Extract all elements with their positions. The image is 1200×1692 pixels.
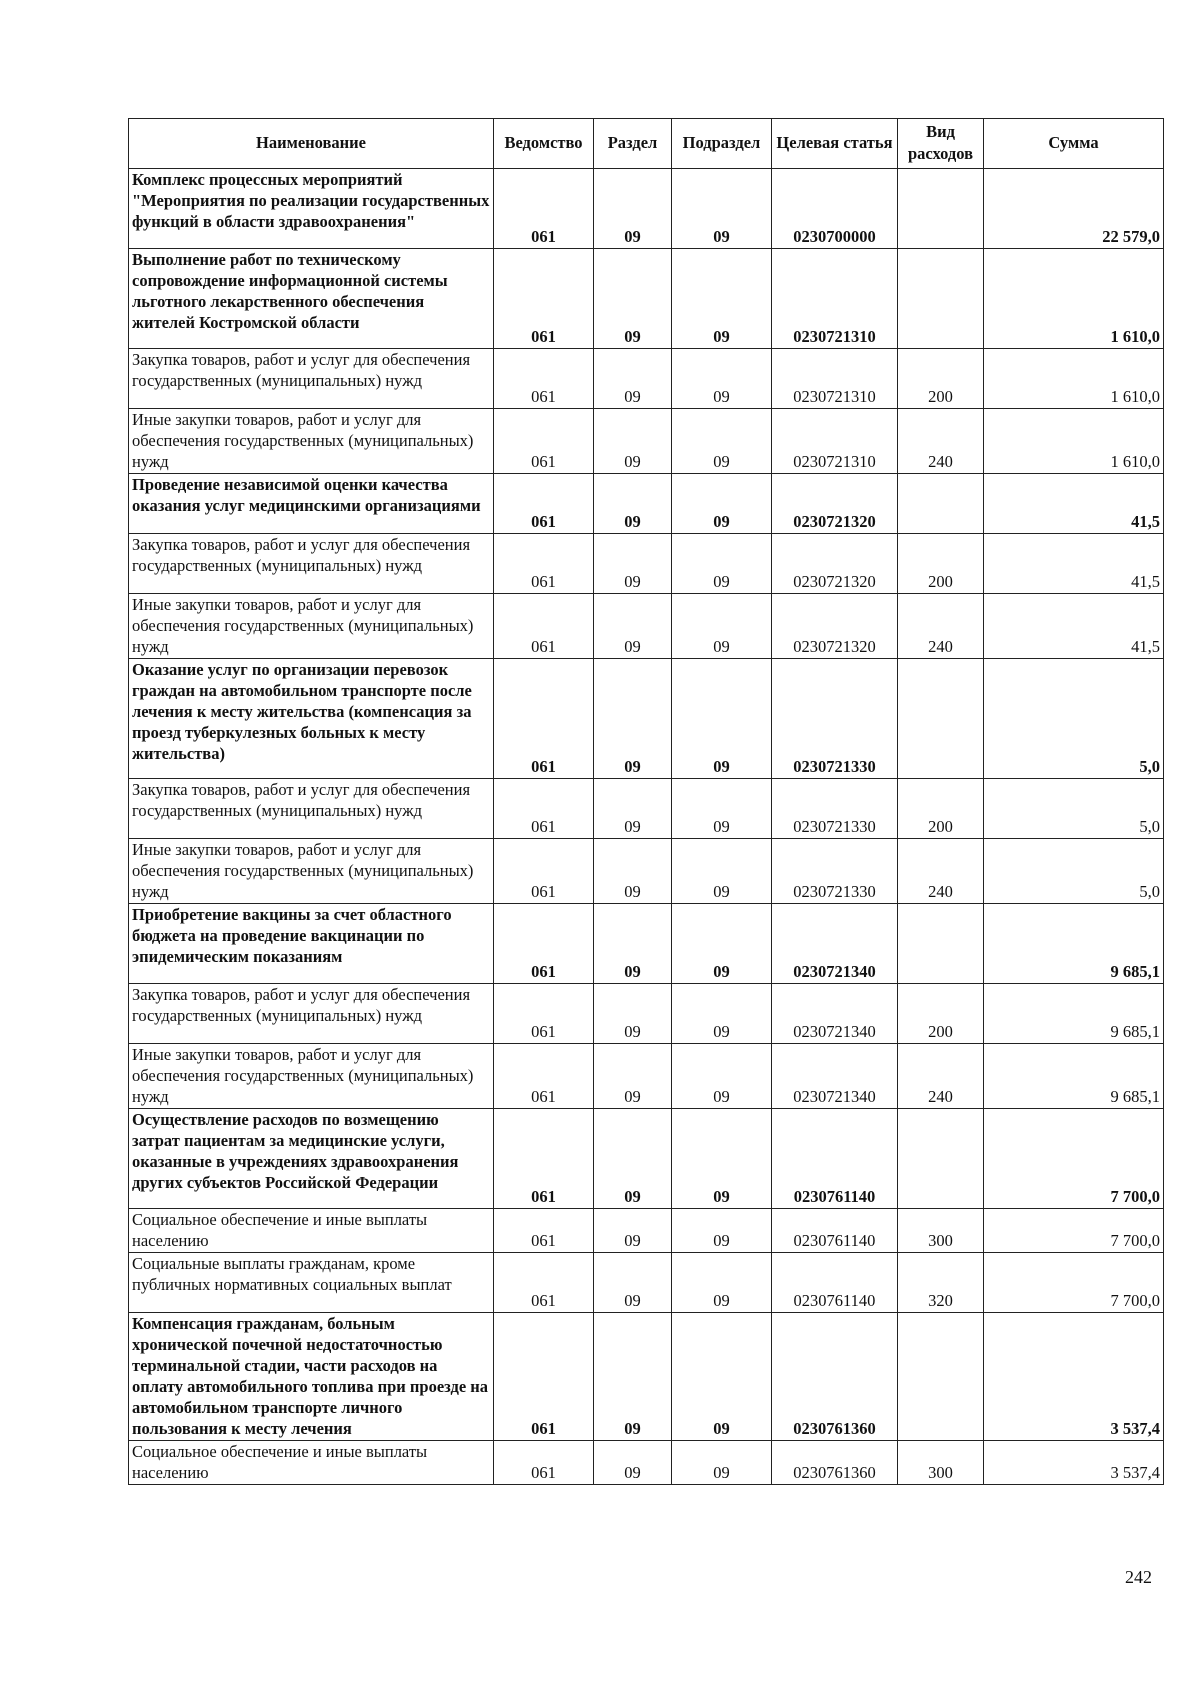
cell-section: 09 [594, 169, 672, 249]
cell-department: 061 [494, 1253, 594, 1313]
cell-amount: 41,5 [984, 534, 1164, 594]
cell-department: 061 [494, 409, 594, 474]
cell-target-article: 0230721340 [772, 904, 898, 984]
table-row [129, 984, 1164, 1044]
cell-section: 09 [594, 779, 672, 839]
cell-section: 09 [594, 1109, 672, 1209]
cell-target-article: 0230721330 [772, 779, 898, 839]
cell-department: 061 [494, 904, 594, 984]
cell-expense-type: 240 [898, 1044, 984, 1109]
table-row [129, 1109, 1164, 1209]
header-amount: Сумма [984, 119, 1164, 169]
cell-section: 09 [594, 1253, 672, 1313]
table-row [129, 1253, 1164, 1313]
cell-amount: 5,0 [984, 779, 1164, 839]
cell-subsection: 09 [672, 534, 772, 594]
cell-amount: 22 579,0 [984, 169, 1164, 249]
cell-target-article: 0230761140 [772, 1253, 898, 1313]
cell-section: 09 [594, 984, 672, 1044]
cell-target-article: 0230721310 [772, 409, 898, 474]
cell-subsection: 09 [672, 1044, 772, 1109]
cell-section: 09 [594, 409, 672, 474]
cell-section: 09 [594, 1209, 672, 1253]
cell-expense-type [898, 474, 984, 534]
cell-expense-type [898, 1109, 984, 1209]
cell-department: 061 [494, 1441, 594, 1485]
cell-expense-type: 300 [898, 1441, 984, 1485]
cell-expense-type [898, 659, 984, 779]
cell-expense-type [898, 904, 984, 984]
cell-target-article: 0230721310 [772, 349, 898, 409]
cell-name: Иные закупки товаров, работ и услуг для обеспечения государственных (муниципальных) нужд [129, 409, 494, 474]
cell-subsection: 09 [672, 1109, 772, 1209]
cell-name: Оказание услуг по организации перевозок граждан на автомобильном транспорте после лечения к месту жительства (компенсация за проезд туберкулезных больных к месту жительства) [129, 659, 494, 779]
cell-section: 09 [594, 534, 672, 594]
header-expense-type: Вид расходов [898, 119, 984, 169]
table-row [129, 474, 1164, 534]
cell-department: 061 [494, 349, 594, 409]
cell-name: Закупка товаров, работ и услуг для обеспечения государственных (муниципальных) нужд [129, 534, 494, 594]
cell-subsection: 09 [672, 1441, 772, 1485]
cell-section: 09 [594, 659, 672, 779]
cell-name: Приобретение вакцины за счет областного бюджета на проведение вакцинации по эпидемическим показаниям [129, 904, 494, 984]
cell-department: 061 [494, 659, 594, 779]
cell-section: 09 [594, 1044, 672, 1109]
table-row [129, 779, 1164, 839]
cell-name: Закупка товаров, работ и услуг для обеспечения государственных (муниципальных) нужд [129, 349, 494, 409]
cell-name: Компенсация гражданам, больным хронической почечной недостаточностью терминальной стадии, части расходов на оплату автомобильного топлива при проезде на автомобильном транспорте личного пользования к месту лечения [129, 1313, 494, 1441]
cell-target-article: 0230721330 [772, 839, 898, 904]
cell-target-article: 0230721320 [772, 474, 898, 534]
cell-target-article: 0230721320 [772, 534, 898, 594]
cell-subsection: 09 [672, 474, 772, 534]
cell-subsection: 09 [672, 249, 772, 349]
table-row [129, 249, 1164, 349]
cell-section: 09 [594, 249, 672, 349]
cell-expense-type: 200 [898, 349, 984, 409]
header-subsection: Подраздел [672, 119, 772, 169]
cell-department: 061 [494, 169, 594, 249]
cell-target-article: 0230761140 [772, 1109, 898, 1209]
table-row [129, 659, 1164, 779]
table-row [129, 839, 1164, 904]
header-name: Наименование [129, 119, 494, 169]
cell-target-article: 0230761140 [772, 1209, 898, 1253]
cell-subsection: 09 [672, 1313, 772, 1441]
cell-subsection: 09 [672, 839, 772, 904]
cell-subsection: 09 [672, 594, 772, 659]
cell-amount: 41,5 [984, 474, 1164, 534]
cell-target-article: 0230700000 [772, 169, 898, 249]
cell-expense-type [898, 249, 984, 349]
cell-name: Закупка товаров, работ и услуг для обеспечения государственных (муниципальных) нужд [129, 984, 494, 1044]
cell-expense-type [898, 1313, 984, 1441]
table-row [129, 1441, 1164, 1485]
cell-subsection: 09 [672, 169, 772, 249]
cell-expense-type: 200 [898, 534, 984, 594]
cell-section: 09 [594, 904, 672, 984]
cell-department: 061 [494, 779, 594, 839]
cell-amount: 41,5 [984, 594, 1164, 659]
cell-department: 061 [494, 1109, 594, 1209]
cell-target-article: 0230721320 [772, 594, 898, 659]
cell-name: Комплекс процессных мероприятий "Мероприятия по реализации государственных функций в области здравоохранения" [129, 169, 494, 249]
cell-department: 061 [494, 594, 594, 659]
cell-subsection: 09 [672, 409, 772, 474]
cell-name: Иные закупки товаров, работ и услуг для обеспечения государственных (муниципальных) нужд [129, 594, 494, 659]
table-row [129, 169, 1164, 249]
cell-department: 061 [494, 474, 594, 534]
table-row [129, 594, 1164, 659]
cell-expense-type: 300 [898, 1209, 984, 1253]
cell-name: Выполнение работ по техническому сопровождение информационной системы льготного лекарственного обеспечения жителей Костромской области [129, 249, 494, 349]
cell-department: 061 [494, 984, 594, 1044]
cell-target-article: 0230761360 [772, 1441, 898, 1485]
table-row [129, 1044, 1164, 1109]
cell-name: Проведение независимой оценки качества оказания услуг медицинскими организациями [129, 474, 494, 534]
cell-section: 09 [594, 839, 672, 904]
cell-name: Иные закупки товаров, работ и услуг для обеспечения государственных (муниципальных) нужд [129, 1044, 494, 1109]
cell-subsection: 09 [672, 659, 772, 779]
cell-name: Социальные выплаты гражданам, кроме публичных нормативных социальных выплат [129, 1253, 494, 1313]
cell-amount: 9 685,1 [984, 984, 1164, 1044]
table-row [129, 1313, 1164, 1441]
header-target-article: Целевая статья [772, 119, 898, 169]
cell-section: 09 [594, 1441, 672, 1485]
cell-section: 09 [594, 349, 672, 409]
cell-department: 061 [494, 1044, 594, 1109]
cell-subsection: 09 [672, 904, 772, 984]
cell-name: Иные закупки товаров, работ и услуг для обеспечения государственных (муниципальных) нужд [129, 839, 494, 904]
cell-name: Социальное обеспечение и иные выплаты населению [129, 1209, 494, 1253]
cell-amount: 7 700,0 [984, 1109, 1164, 1209]
cell-section: 09 [594, 474, 672, 534]
cell-department: 061 [494, 839, 594, 904]
table-row [129, 349, 1164, 409]
cell-subsection: 09 [672, 1253, 772, 1313]
cell-expense-type: 200 [898, 779, 984, 839]
cell-amount: 1 610,0 [984, 409, 1164, 474]
table-body [129, 169, 1164, 1485]
page-number: 242 [1125, 1567, 1152, 1587]
cell-expense-type: 240 [898, 594, 984, 659]
cell-subsection: 09 [672, 984, 772, 1044]
cell-name: Осуществление расходов по возмещению затрат пациентам за медицинские услуги, оказанные в учреждениях здравоохранения других субъектов Российской Федерации [129, 1109, 494, 1209]
cell-expense-type: 240 [898, 839, 984, 904]
cell-amount: 7 700,0 [984, 1253, 1164, 1313]
cell-expense-type [898, 169, 984, 249]
cell-department: 061 [494, 1209, 594, 1253]
table-row [129, 1209, 1164, 1253]
cell-subsection: 09 [672, 779, 772, 839]
table-header-row [129, 119, 1164, 169]
cell-amount: 1 610,0 [984, 249, 1164, 349]
cell-amount: 7 700,0 [984, 1209, 1164, 1253]
budget-table [128, 118, 1164, 1485]
cell-name: Закупка товаров, работ и услуг для обеспечения государственных (муниципальных) нужд [129, 779, 494, 839]
cell-amount: 5,0 [984, 659, 1164, 779]
table-row [129, 409, 1164, 474]
cell-department: 061 [494, 249, 594, 349]
cell-department: 061 [494, 534, 594, 594]
cell-target-article: 0230721340 [772, 984, 898, 1044]
cell-expense-type: 320 [898, 1253, 984, 1313]
header-department: Ведомство [494, 119, 594, 169]
cell-amount: 3 537,4 [984, 1441, 1164, 1485]
cell-amount: 1 610,0 [984, 349, 1164, 409]
cell-subsection: 09 [672, 1209, 772, 1253]
cell-subsection: 09 [672, 349, 772, 409]
table-row [129, 904, 1164, 984]
cell-amount: 9 685,1 [984, 904, 1164, 984]
cell-target-article: 0230721340 [772, 1044, 898, 1109]
cell-expense-type: 240 [898, 409, 984, 474]
header-section: Раздел [594, 119, 672, 169]
cell-amount: 5,0 [984, 839, 1164, 904]
cell-amount: 3 537,4 [984, 1313, 1164, 1441]
cell-target-article: 0230721330 [772, 659, 898, 779]
cell-department: 061 [494, 1313, 594, 1441]
cell-amount: 9 685,1 [984, 1044, 1164, 1109]
cell-section: 09 [594, 594, 672, 659]
cell-section: 09 [594, 1313, 672, 1441]
cell-name: Социальное обеспечение и иные выплаты населению [129, 1441, 494, 1485]
table-row [129, 534, 1164, 594]
cell-target-article: 0230761360 [772, 1313, 898, 1441]
cell-target-article: 0230721310 [772, 249, 898, 349]
cell-expense-type: 200 [898, 984, 984, 1044]
